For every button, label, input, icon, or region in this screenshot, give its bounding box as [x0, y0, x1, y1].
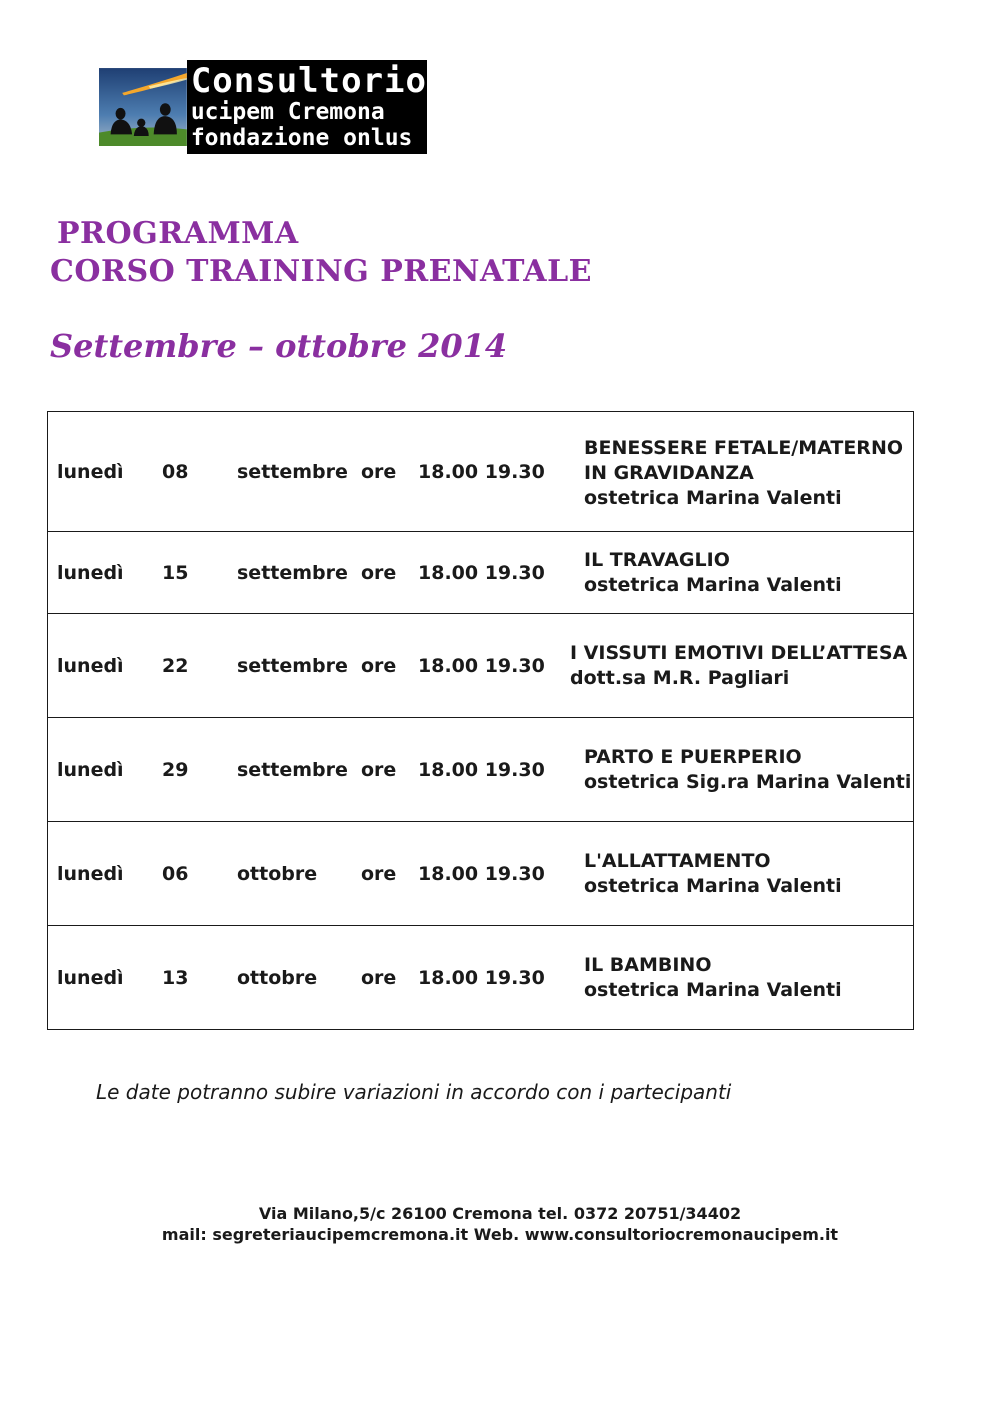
month-cell: ottobre: [237, 862, 318, 885]
ore-cell: ore: [361, 561, 397, 584]
period-subtitle: Settembre – ottobre 2014: [50, 327, 508, 365]
topic-cell: [570, 532, 914, 614]
consultorio-logo: [99, 60, 427, 154]
table-row: [48, 926, 914, 1030]
page-title: [50, 215, 592, 291]
variation-note: Le date potranno subire variazioni in accordo con i partecipanti: [96, 1080, 732, 1104]
logo-line-2: ucipem Cremona: [190, 99, 385, 125]
time-cell: 18.00 19.30: [418, 758, 545, 781]
table-row: [48, 532, 914, 614]
footer-contacts: mail: segreteriaucipemcremona.it Web. www.consultoriocremonaucipem.it: [161, 1225, 839, 1244]
date-cell: 15: [162, 561, 189, 584]
day-cell: lunedì: [57, 862, 124, 885]
date-cell: 29: [162, 758, 189, 781]
ore-cell: ore: [361, 460, 397, 483]
speaker-name: dott.sa M.R. Pagliari: [570, 666, 790, 689]
ore-cell: ore: [361, 862, 397, 885]
logo-text: [187, 60, 427, 154]
time-cell: 18.00 19.30: [418, 966, 545, 989]
day-cell: lunedì: [57, 561, 124, 584]
speaker-name: ostetrica Marina Valenti: [584, 573, 842, 596]
speaker-name: ostetrica Marina Valenti: [584, 874, 842, 897]
topic-title: PARTO E PUERPERIO: [584, 745, 802, 768]
date-cell: 22: [162, 654, 189, 677]
ore-cell: ore: [361, 966, 397, 989]
schedule-table: [47, 411, 914, 1030]
day-cell: lunedì: [57, 654, 124, 677]
title-line-1: PROGRAMMA: [57, 216, 299, 251]
speaker-name: ostetrica Sig.ra Marina Valenti: [584, 770, 912, 793]
speaker-name: ostetrica Marina Valenti: [584, 487, 842, 509]
ore-cell: ore: [361, 654, 397, 677]
month-cell: ottobre: [237, 966, 318, 989]
date-cell: 13: [162, 966, 189, 989]
topic-title: IL TRAVAGLIO: [584, 548, 730, 571]
month-cell: settembre: [237, 758, 348, 781]
time-cell: 18.00 19.30: [418, 862, 545, 885]
time-cell: 18.00 19.30: [418, 561, 545, 584]
family-silhouette-image: [99, 60, 187, 154]
date-cell: 08: [162, 460, 189, 483]
topic-cell: [570, 926, 914, 1030]
speaker-name: ostetrica Marina Valenti: [584, 978, 842, 1001]
footer-address: Via Milano,5/c 26100 Cremona tel. 0372 20751/34402: [258, 1204, 742, 1223]
month-cell: settembre: [237, 654, 348, 677]
logo-line-1: Consultorio: [190, 61, 427, 101]
contact-footer: [0, 1203, 1000, 1245]
ore-cell: ore: [361, 758, 397, 781]
topic-cell: [570, 614, 914, 718]
table-row: [48, 412, 914, 532]
topic-title: BENESSERE FETALE/MATERNO: [584, 437, 903, 459]
time-cell: 18.00 19.30: [418, 460, 545, 483]
time-cell: 18.00 19.30: [418, 654, 545, 677]
logo-line-3: fondazione onlus: [190, 125, 413, 151]
title-line-2: CORSO TRAINING PRENATALE: [50, 254, 593, 289]
topic-cell: [570, 822, 914, 926]
topic-cell: [570, 718, 914, 822]
date-cell: 06: [162, 862, 189, 885]
topic-title: I VISSUTI EMOTIVI DELL’ATTESA: [570, 641, 908, 664]
table-row: [48, 614, 914, 718]
day-cell: lunedì: [57, 758, 124, 781]
topic-title: IN GRAVIDANZA: [584, 462, 754, 484]
day-cell: lunedì: [57, 460, 124, 483]
topic-title: IL BAMBINO: [584, 953, 712, 976]
day-cell: lunedì: [57, 966, 124, 989]
topic-cell: [570, 412, 914, 532]
topic-title: L'ALLATTAMENTO: [584, 849, 771, 872]
month-cell: settembre: [237, 460, 348, 483]
table-row: [48, 718, 914, 822]
table-row: [48, 822, 914, 926]
month-cell: settembre: [237, 561, 348, 584]
